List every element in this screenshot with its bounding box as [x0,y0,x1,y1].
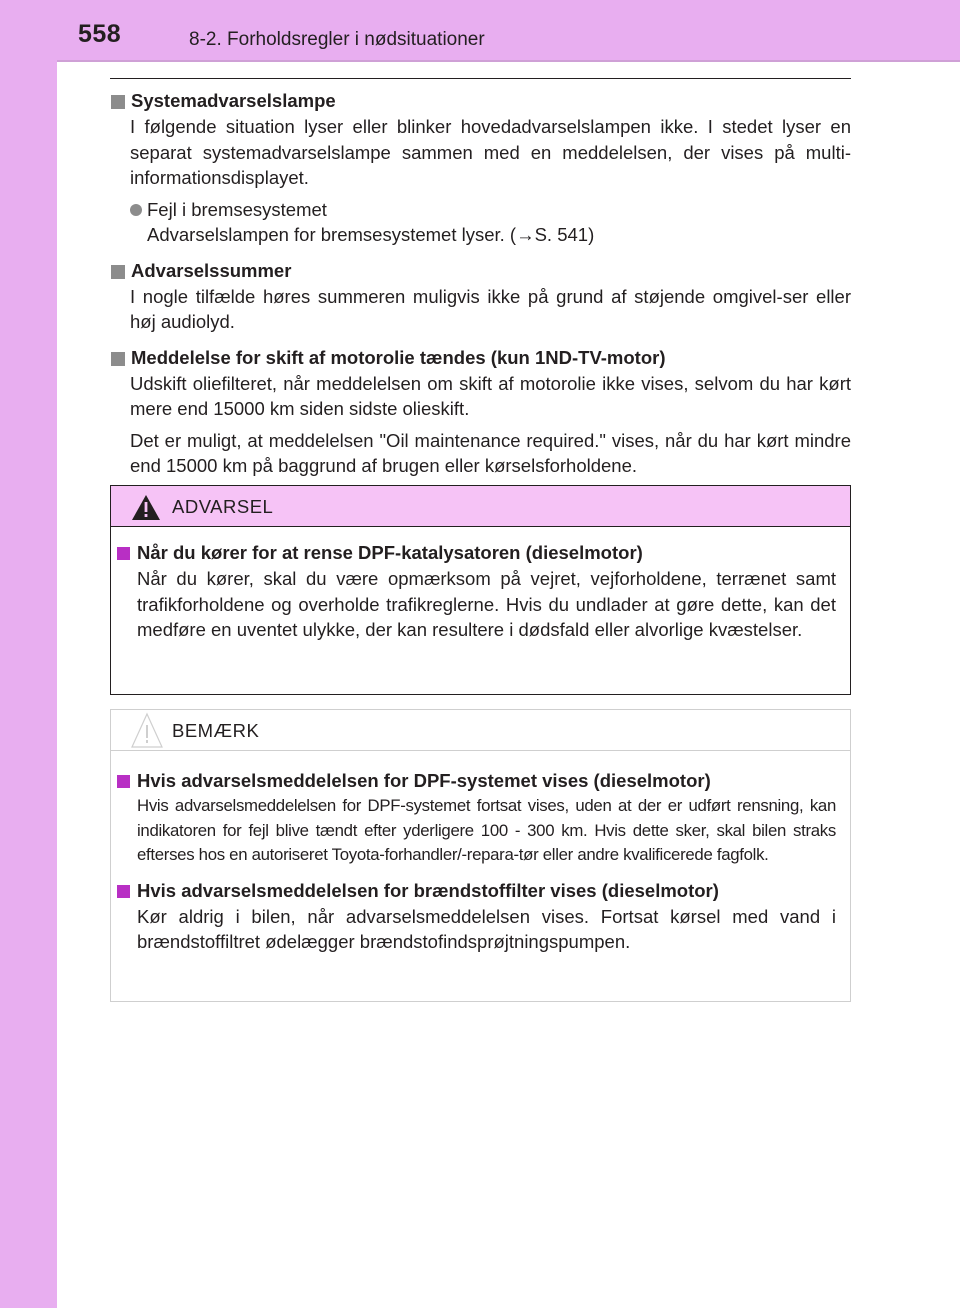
square-bullet-icon [117,547,130,560]
circle-bullet-icon [130,204,142,216]
bullet-title: Fejl i bremsesystemet [147,198,327,220]
notice-box [110,709,851,1002]
square-bullet-icon [111,265,125,279]
heading-text: Hvis advarselsmeddelelsen for brændstoffilter vises (dieselmotor) [137,879,719,901]
notice-heading [111,878,836,904]
warning-title: ADVARSEL [172,496,274,517]
warning-text: Når du kører, skal du være opmærksom på vejret, vejforholdene, terrænet samt trafikforholdene og overholde trafikreglerne. Hvis du undlader at gøre dette, kan det medføre en uventet ulykke, der kan resultere i dødsfald eller alvorlige kvæstelser. [137,568,836,640]
paragraph: I følgende situation lyser eller blinker hovedadvarselslampen ikke. I stedet lyser en separat systemadvarselslampe sammen med en meddelelsen, der vises på multi-informationsdisplayet. [130,116,851,188]
bullet-text: Advarselslampen for bremsesystemet lyser. (→S. 541) [147,224,595,245]
header-rule [57,60,960,62]
heading-text: Systemadvarselslampe [131,90,336,111]
warning-heading [111,540,836,566]
heading-text: Advarselssummer [131,259,292,281]
content-divider [110,78,851,79]
side-color-strip [0,0,57,1308]
warning-header [111,486,850,527]
notice-header [111,710,850,751]
square-bullet-icon [117,885,130,898]
section-heading [110,88,851,114]
square-bullet-icon [111,352,125,366]
warning-triangle-icon [131,494,161,521]
heading-text: Hvis advarselsmeddelelsen for DPF-systemet vises (dieselmotor) [137,770,711,791]
paragraph: Det er muligt, at meddelelsen "Oil maintenance required." vises, når du har kørt mindre end 15000 km på baggrund af brugen eller kørselsforholdene. [130,429,851,476]
notice-body [111,751,850,955]
section-title: 8-2. Forholdsregler i nødsituationer [189,29,485,50]
heading-text: Når du kører for at rense DPF-katalysatoren (dieselmotor) [137,542,643,563]
notice-text: Hvis advarselsmeddelelsen for DPF-systemet fortsat vises, uden at der er udført rensning, kan indikatoren for fejl blive tændt efter yderligere 100 - 300 km. Hvis dette sker, skal bilen straks efterses hos en autoriseret Toyota-forhandler/-repara-tør eller andre kvalificerede fagfolk. [137,796,836,864]
notice-title: BEMÆRK [172,720,260,741]
warning-body [111,527,850,643]
square-bullet-icon [111,95,125,109]
caution-triangle-icon [131,712,163,749]
notice-text: Kør aldrig i bilen, når advarselsmeddelelsen vises. Fortsat kørsel med vand i brændstoffiltret ødelægger brændstofindsprøjtningspumpen. [137,905,836,952]
paragraph: Udskift oliefilteret, når meddelelsen om skift af motorolie ikke vises, selvom du har kørt mere end 15000 km siden sidste olieskift. [130,372,851,419]
section-heading [110,258,851,284]
heading-text: Meddelelse for skift af motorolie tændes (kun 1ND-TV-motor) [131,346,666,368]
paragraph: I nogle tilfælde høres summeren muligvis ikke på grund af støjende omgivel-ser eller høj audiolyd. [130,285,851,332]
list-item [110,197,851,248]
main-content [110,88,851,479]
notice-heading [111,768,836,794]
section-heading [110,345,851,371]
square-bullet-icon [117,775,130,788]
page-number: 558 [78,20,122,48]
warning-box [110,485,851,695]
